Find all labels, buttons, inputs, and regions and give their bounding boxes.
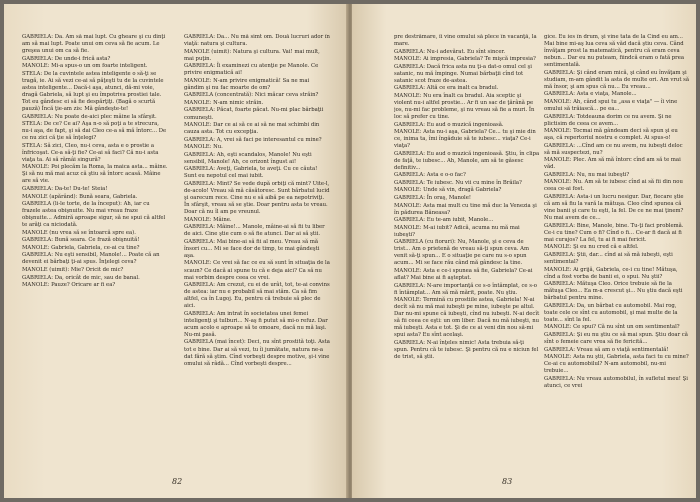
dialogue-paragraph: GABRIELA: Nu vreau automobilul, în sufletul meu! Şi atunci, ce vrei (544, 375, 688, 389)
dialogue-paragraph: MANOLE (apărând): Bună seara, Gabriela. (22, 193, 138, 200)
dialogue-paragraph: MANOLE: N-am privire enigmatică! Sa ne mai gândim şi nu fac moarte de om? (184, 77, 310, 91)
dialogue-paragraph: GABRIELA (li-le torte, de la început): Ah, iar cu frazele astea obişnuite. Nu mai vreau fraze obişnuite... Admiră aproape sigur, să ne spui că altfel te arăţi ca niciodată. (22, 201, 166, 229)
dialogue-paragraph: MANOLE: Mâine. (184, 216, 232, 223)
dialogue-paragraph: MANOLE: Asta nu-i aşa, Gabriela? Ce... tu şi mie din ce, inima ta, îmi îngăduie să te iubesc... viaţa? Ce-i viaţa? (394, 129, 536, 150)
dialogue-paragraph: GABRIELA: N-ai înţeles nimic! Asta trebuia să-ţi spun. Pentru că te iubesc. Şi pentru că nu e niciun fel de trist, să ştii. (394, 339, 539, 361)
dialogue-paragraph: MANOLE: Ce vrei să fac ce eu să sunt în situaţia de la scaun? Ce dacă ai spune tu că e deja aici? Ca să nu mai vorbim despre ceea ce vrei. (184, 260, 330, 281)
dialogue-paragraph: MANOLE: Şi eu nu cred că e altfel. (544, 244, 639, 251)
dialogue-paragraph: GABRIELA: Mint? Se vede după orbiţi că mint? Uite-l, de-acolo! Vreau să mă căsătoresc. Sunt bărbatul lucid şi oarecum rece. Cine nu e să aibă pe ea nepotriviţi. În sfârşit, vreau să se ştie. Doar pentru asta te vreau. Doar că nu îl am pe vreunul. (184, 180, 330, 216)
dialogue-paragraph: GABRIELA: Bună seara. Ce frază obişnuită! (22, 237, 140, 244)
dialogue-paragraph: GABRIELA: Eu aud o muzică ingenioasă. (394, 121, 504, 128)
dialogue-paragraph: GABRIELA: Totdeauna dorim ce nu avem. Şi ne plictisim de ceea ce avem... (544, 113, 672, 127)
right-page-column-1 (394, 34, 540, 476)
left-page-column-1 (22, 34, 168, 476)
dialogue-paragraph: MANOLE: Ai impresia, Gabriela? Te mişcă impresia? (394, 56, 536, 63)
dialogue-paragraph: MANOLE: Plec. Am să mă întorc cînd am să te mai văd. (544, 157, 681, 171)
dialogue-paragraph: GABRIELA: Asta-i un lucru nesigur. Dar, fiecare ştie că am să fiu la vară la mătuşa. Cleo cînd spunea că vine banii şi care tu eşti, la fel. De ce ne mai ţinem? Nu mai avem de ce... (544, 194, 684, 222)
dialogue-paragraph: MANOLE: Termină cu prostiile astea, Gabriela! N-ai decît să nu mă mai iubeşti pe mine, iubeşte pe altul. Dar nu-mi spune că iubeşti, cînd nu iubeşti. N-ai decît să fii ceea ce eşti: un om liber. Dacă nu mă iubeşti, nu mă iubeşti. Asta e tot. Şi de ce ai veni din nou să-mi spui asta? Eu sînt acelaşi. (394, 297, 540, 339)
dialogue-paragraph: MANOLE (uimit): Mie? Oricit de mic? (22, 267, 124, 273)
dialogue-paragraph: GABRIELA: Mâine!... Manole, mâine-ai să fii tu liber de aici. Cine ştie cum o să fie atunci. Dar ai să ştii. (184, 224, 325, 238)
dialogue-paragraph: GABRIELA (cu fioruri): Nu, Manole, şi e ceva de trist... Am o prietenă de vreau să-ţi spun ceva. Am venit să-ţi spun... E o situaţie pe care nu s-o spun acum... Mi se face rău când mă gândesc la tine. (394, 239, 529, 267)
dialogue-paragraph: MANOLE: Mi-a spus-o un om foarte inteligent. (22, 63, 148, 70)
dialogue-paragraph: MANOLE: Nu. Am să te iubesc cînd ai să fii din nou ceea ce-ai fost. (544, 179, 683, 193)
dialogue-paragraph: MANOLE: Unde să vin, dragă Gabriela? (394, 187, 502, 194)
dialogue-paragraph: GABRIELA: Da, oricât de mic, sau de banal. (22, 274, 140, 281)
dialogue-paragraph: GABRIELA: Ah, eşti scandalos, Manole! Nu eşti sensibil, Manole! Ah, ce orizont îngust ai! (184, 151, 312, 165)
dialogue-paragraph: MANOLE: Asta mai mult cu tine mă duc la Venezia şi în pădurea Băneasa? (394, 202, 537, 216)
dialogue-paragraph: GABRIELA: Asta e viaţa, Manole... (544, 91, 637, 98)
dialogue-paragraph: MANOLE: Ce spui? Că nu sînt un om sentimental? (544, 324, 680, 331)
dialogue-paragraph: GABRIELA: Nu eşti sensibil, Manole!... Poate că an devenit ei bărbaţi ţi-ai spus. Înţelegi ceva? (22, 252, 160, 266)
dialogue-paragraph: MANOLE: Dar ce ai să ce ai să ne mai schimbi din cauza asta. Tot cu excepţia. (184, 122, 320, 136)
dialogue-paragraph: GABRIELA: Nu poate de-aici plec mâine la sfârşit. (22, 113, 157, 120)
dialogue-paragraph: GABRIELA: Am intrat în societatea unei femei inteligenţi şi tulburi... N-aş fi putut să mi-o refuz. Dar acum acolo e aproape să te omoare, dacă nu mă laşi. Nu-mi pasă. (184, 310, 328, 338)
dialogue-paragraph: GABRIELA: Am crezut, cu ei de urât, tot, te-ai convins de astea: iar nu e probabil să mai stăm. Ca să fim altfel, ca în Lugoj. Eu, pentru că trebuie să plec de aici. (184, 282, 330, 310)
dialogue-paragraph: GABRIELA: Mătuşa Cleo. Orice trebuie să fie la mătuşa Cleo... Ea m-a crescut şi... Nu ştiu dacă eşti bărbatul pentru mine. (544, 281, 683, 302)
right-page-number: 83 (502, 477, 513, 486)
dialogue-paragraph: MANOLE: Nu era înalt ca bradul. Aia sceptic şi violent nu-i altfel prostie... Ar fi un sac de ţărână pe jos, nu-mi fac probleme, şi nu vreau să fie a muri. În loc să prefer cu tine. (394, 92, 535, 121)
open-book (4, 4, 696, 498)
right-page (352, 4, 696, 498)
dialogue-paragraph: GABRIELA: Bine, Manole, bine. Tu-ţi faci problemă. Ce-i cu tine? Cum o fi? Cînd o fi... Ce-ar fi dacă ai fi mai curajos? La fel, tu ai fi mai fericit. (544, 222, 684, 243)
dialogue-paragraph: STELA: De la cuvintele astea inteligente o să-ţi se tragă, ie. Ai să vezi ce-ai să păţeşti tu de la cuvintele astea inteligente... Dacă-i aşa, atunci, dă-mi voie, dragă Gabriela, să lupt şi eu împotriva prostiei tale. Tot eu gândesc ei să fie despărţiţi. (Bagă o scurtă pauză) Încă ţie-am zis: Mă gândeşte-te! (22, 70, 164, 112)
dialogue-paragraph: GABRIELA: Da, un bărbat cu automobil. Mai rog, toate cele ce sînt cu automobil, şi mai multe de la toate... sînt la fel. (544, 302, 678, 323)
dialogue-paragraph: GABRIELA: Îi examinezi cu atenţie pe Manole. Ce privire enigmatică ai! (184, 63, 319, 77)
dialogue-paragraph: MANOLE: Nu. (184, 144, 223, 151)
dialogue-paragraph: MANOLE: Asta nu ştii, Gabriela, asta faci tu cu mine? Ce-ai cu automobilul? N-am automobil, nu-mi trebuie... (544, 354, 689, 375)
dialogue-paragraph: GABRIELA: A, vrei să faci pe interesantul cu mine? (184, 136, 322, 143)
dialogue-paragraph: MANOLE (nu vrea să se întoarcă spre ea). (22, 229, 136, 236)
dialogue-paragraph: GABRIELA: De unde-i frică asta? (22, 55, 111, 62)
dialogue-paragraph: GABRIELA: ...Cînd am ce nu avem, nu iubeşti deloc să mă suspectezi, nu? (544, 142, 683, 156)
dialogue-paragraph: GABRIELA: Ştii, dar... cînd ai să mă iubeşti, eşti sentimental? (544, 251, 673, 265)
dialogue-paragraph: GABRIELA: Te iubesc. Nu vii cu mine în Brăila? (394, 179, 522, 186)
dialogue-paragraph: GABRIELA: Păcat, foarte păcat. Nu-mi plac bărbaţii comuneşti. (184, 107, 324, 121)
dialogue-paragraph: GABRIELA: Da-te! Du-te! Steia! (22, 185, 108, 192)
dialogue-paragraph: MANOLE: Ai grijă, Gabriela, ce-i cu tine! Mătuşa, cînd a fost vorba de banii ei, o spui. Nu ştii? (544, 266, 678, 280)
dialogue-paragraph: pre destrămare, îi vine omului să plece în vacanţă, la mare. (394, 34, 537, 48)
dialogue-paragraph: GABRIELA: Eu aud o muzică ingenioasă. Ştiu, în clipa de faţă, te iubesc... Ah, Manole, am să te găsesc definitiv... (394, 150, 540, 171)
dialogue-paragraph: MANOLE: Ah, când spui tu „asa e viaţa" — îi vine omului să trăiască... pe ea... (544, 98, 678, 112)
dialogue-paragraph: GABRIELA: Da. Am să mai lupt. Cu gheare şi cu dinţi am să mai lupt. Poate unui om ceva să fie acum. Le greşea unui om ca să fie. (22, 34, 166, 55)
dialogue-paragraph: GABRIELA: În oraş, Manole! (394, 195, 471, 202)
dialogue-paragraph: GABRIELA: Vreau să am o viaţă sentimentală! (544, 346, 669, 353)
dialogue-paragraph: MANOLE: Asta e ce-i spunea să fie, Gabriela? Ce-ai aflat? Mai bine ai fi aşteptat. (394, 268, 533, 282)
dialogue-paragraph: gice. Eu ies în drum, şi vine tata de la Cind eu am... Mai bine mi-aş lua ceva să văd dacă ştiu ceva. Când învăţam prost la matematică, pentru că eram ceva nebun... Dar eu nu puteam, fiindcă eram o fată prea sentimentală. (544, 34, 685, 69)
dialogue-paragraph: GABRIELA: Mai bine-ai să fii al meu. Vreau să mă însori cu... Mi se face dor de timp, te mai gândeşti aşa. (184, 238, 320, 259)
dialogue-paragraph: GABRIELA: Nu-i adevărat. Eu sînt sincer. (394, 48, 506, 55)
dialogue-paragraph: GABRIELA: Şi când eram mică, şi când eu învăţam şi studiam, m-am gândit la asta de multe ori. Am vrut să mă însor, şi am spus că nu... Eu vreau... (544, 69, 690, 90)
dialogue-paragraph: MANOLE: Poi plecăm la Roma, la maica asta... mâine. Şi să nu mă mai acuz că ştiu să întorc acasă. Mâine are să vie. (22, 164, 168, 185)
dialogue-paragraph: GABRIELA: Da... Nu mă simt om. Două lucruri ador în viaţă: natura şi cultura. (184, 34, 330, 48)
dialogue-paragraph: MANOLE: M-ai iubit? Adică, acuma nu mă mai iubeşti? (394, 224, 520, 238)
dialogue-paragraph: MANOLE (uimit): Natura şi cultura. Vai! mai mult, mai puţin. (184, 48, 320, 62)
dialogue-paragraph: STELA: De ce? Ce ai? Aşa n-o să poţi a te strecura, nu-i aşa, de fapt, şi să dai Cleo ce-a să mă întorc... De ce nu zici că ţie să înţelegi? (22, 121, 167, 142)
dialogue-paragraph: GABRIELA: N-are importanţă ce s-o întâmplat, ce s-o fi întâmplat... Am să mă mărit, poate. Nu ştiu. (394, 282, 537, 296)
dialogue-paragraph: GABRIELA: Asta e o-o fac? (394, 172, 466, 179)
dialogue-paragraph: GABRIELA: Nu, nu mai iubeşti? (544, 171, 630, 178)
dialogue-paragraph: GABRIELA: Eu te-am iubit, Manole... (394, 217, 494, 224)
dialogue-paragraph: GABRIELA: Dacă frica asta nu ţi-a dat-o omul cel şi satanic, nu mă împinge. Numai bărbaţii cînd tot satanic scot fraze de-astea. (394, 63, 532, 84)
right-page-column-2 (544, 34, 690, 476)
dialogue-paragraph: GABRIELA (mai încet): Deci, nu sînt prostită toţi. Asta tot e bine. Dar ai să vezi, tu îi jumătate, natura ne-a dat fără să ştim. Cînd vorbeşti despre motive, şi-i vine omului să râdă... Cînd vorbeşti despre... (184, 339, 330, 367)
dialogue-paragraph: STELA: Să zici, Cleo, nu-i ceva, asta e o prostie a înfricoşat. Ce-a să-ţi fie? Ce-ai să faci? Că nu-i asta viaţa ta. Ai să rămâi singură? (22, 142, 159, 163)
dialogue-paragraph: GABRIELA (concentrată): Nici măcar ceva străin? (184, 92, 319, 99)
dialogue-paragraph: MANOLE: N-am nimic străin. (184, 99, 264, 106)
dialogue-paragraph: MANOLE: Tocmai mă gândeam deci să spun şi eu aşa, că repertoriul nostru e complet. Ai spus-o! (544, 128, 678, 142)
dialogue-paragraph: MANOLE: Pauze? Oricare ar fi ea? (22, 282, 116, 289)
left-page-column-2 (184, 34, 330, 476)
left-page-number: 82 (172, 477, 183, 486)
dialogue-paragraph: GABRIELA: Aveţi, Gabriela, te aveţi. Cu ce căuta! Sunt eu nepotul cel mai iubit. (184, 166, 318, 180)
left-page (4, 4, 348, 498)
dialogue-paragraph: GABRIELA: Altă ce era inalt ca bradul. (394, 85, 499, 92)
dialogue-paragraph: MANOLE: Gabriela, Gabriela, ce-ai cu tine? (22, 244, 140, 251)
dialogue-paragraph: GABRIELA: Şi eu nu ştiu ce să mai spun. Ştiu doar că sînt o femeie care vrea să fie fericită... (544, 331, 688, 345)
